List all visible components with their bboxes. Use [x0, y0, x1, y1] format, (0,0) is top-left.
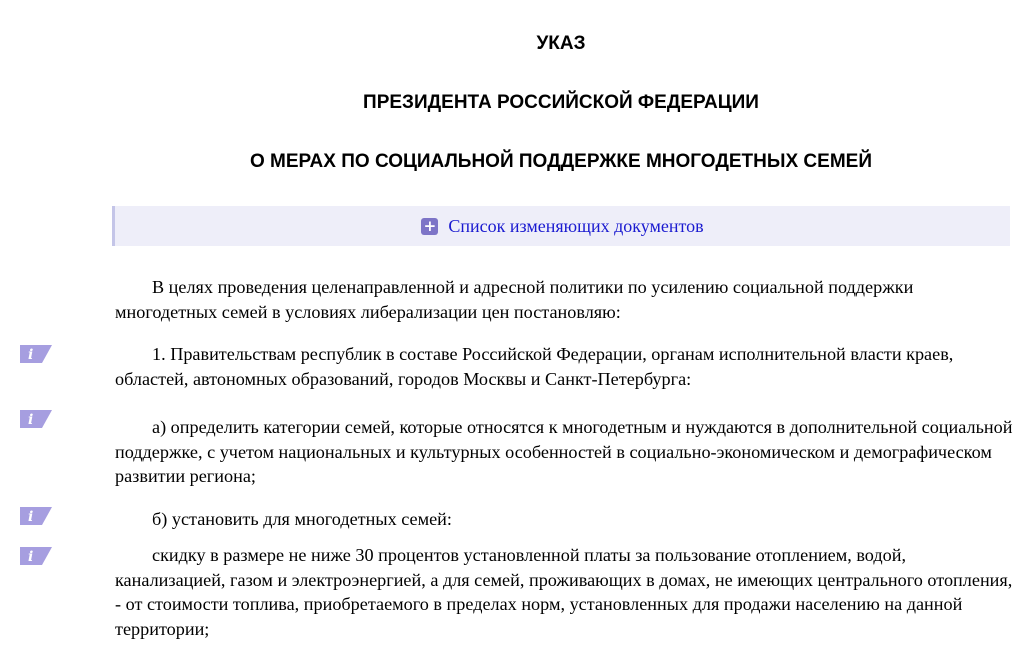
paragraph-discount: скидку в размере не ниже 30 процентов установленной платы за пользование отоплением, водой, канализацией, газом и электроэнергией, а для семей, проживающих в домах, не имеющих центрального отопления, - от стоимости топлива, приобретаемого в пределах норм, установленных для продажи населению на данной территории;	[115, 545, 1013, 639]
info-note-icon[interactable]	[18, 546, 52, 566]
info-note-icon[interactable]	[18, 344, 52, 364]
paragraph-1: 1. Правительствам республик в составе Российской Федерации, органам исполнительной власти краев, областей, автономных образований, городов Москвы и Санкт-Петербурга:	[115, 344, 954, 389]
document-title: О МЕРАХ ПО СОЦИАЛЬНОЙ ПОДДЕРЖКЕ МНОГОДЕТНЫХ СЕМЕЙ	[250, 151, 872, 172]
svg-text:i: i	[28, 509, 34, 525]
paragraph-1b: б) установить для многодетных семей:	[152, 509, 452, 529]
amendments-list-toggle[interactable]	[112, 206, 1010, 246]
svg-text:i: i	[28, 347, 34, 363]
plus-icon: +	[421, 218, 438, 235]
info-note-icon[interactable]	[18, 506, 52, 526]
svg-text:i: i	[28, 412, 34, 428]
info-note-icon[interactable]	[18, 409, 52, 429]
svg-text:i: i	[28, 549, 34, 565]
document-type-heading: УКАЗ	[536, 33, 586, 54]
amendments-list-link[interactable]: Список изменяющих документов	[448, 215, 704, 236]
paragraph-1a: а) определить категории семей, которые относятся к многодетным и нуждаются в дополнительной социальной поддержке, с учетом национальных и культурных особенностей в социально-экономическом и демографическом развитии региона;	[115, 417, 1013, 486]
preamble-paragraph: В целях проведения целенаправленной и адресной политики по усилению социальной поддержки многодетных семей в условиях либерализации цен постановляю:	[115, 277, 914, 322]
issuer-heading: ПРЕЗИДЕНТА РОССИЙСКОЙ ФЕДЕРАЦИИ	[363, 92, 759, 113]
